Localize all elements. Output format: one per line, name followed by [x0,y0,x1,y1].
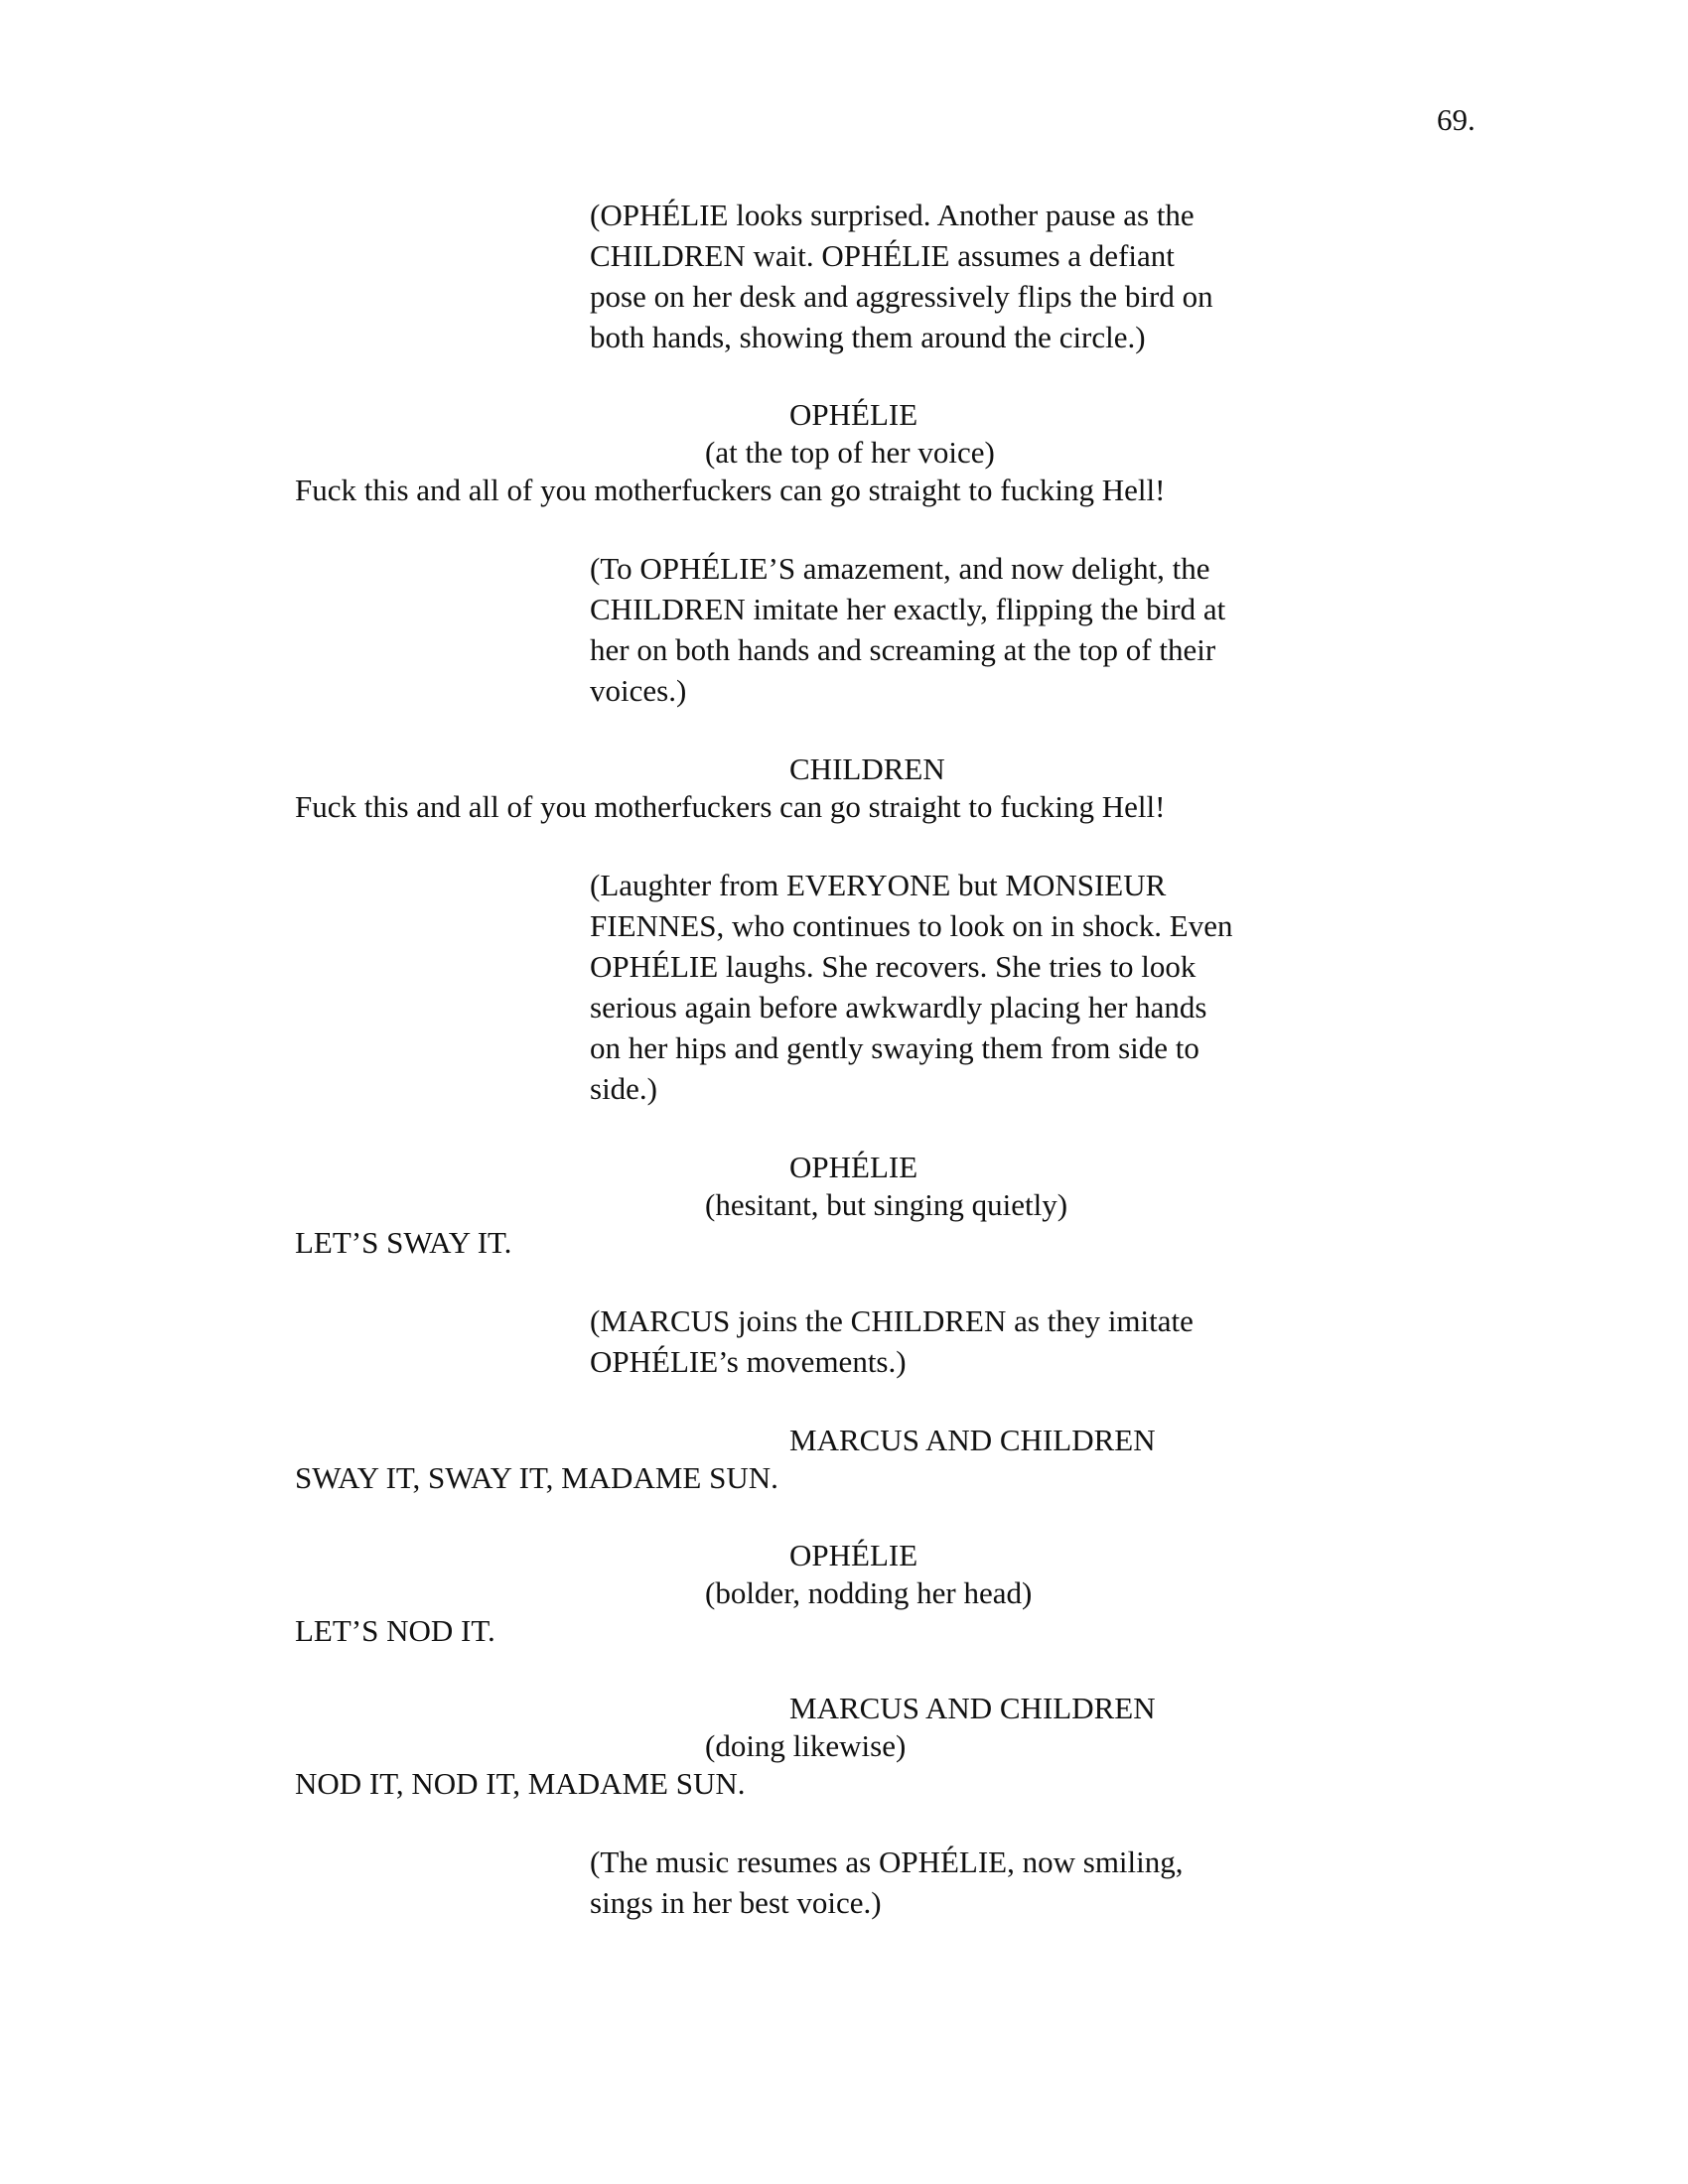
stage-direction-line: (MARCUS joins the CHILDREN as they imitate [590,1303,1194,1338]
parenthetical: (hesitant, but singing quietly) [705,1187,1068,1222]
stage-direction [590,865,1305,1109]
stage-direction-line: OPHÉLIE’s movements.) [590,1344,907,1379]
character-name: OPHÉLIE [789,1538,918,1572]
character-name: OPHÉLIE [789,397,918,432]
stage-direction-line: CHILDREN imitate her exactly, flipping the bird at [590,592,1226,626]
dialogue: Fuck this and all of you motherfuckers can go straight to fucking Hell! [295,473,1166,507]
parenthetical: (at the top of her voice) [705,435,995,470]
stage-direction [590,1300,1305,1382]
stage-direction-line: pose on her desk and aggressively flips the bird on [590,279,1213,314]
stage-direction-line: (Laughter from EVERYONE but MONSIEUR [590,868,1167,902]
character-name: OPHÉLIE [789,1150,918,1184]
stage-direction-line: CHILDREN wait. OPHÉLIE assumes a defiant [590,238,1175,273]
dialogue: LET’S SWAY IT. [295,1225,512,1260]
character-name: MARCUS AND CHILDREN [789,1691,1156,1725]
stage-direction-line: (OPHÉLIE looks surprised. Another pause as the [590,198,1195,232]
stage-direction [590,195,1305,357]
stage-direction-line: both hands, showing them around the circle.) [590,320,1146,354]
stage-direction [590,548,1305,711]
stage-direction-line: serious again before awkwardly placing her hands [590,990,1207,1024]
stage-direction-line: side.) [590,1071,658,1106]
stage-direction-line: (The music resumes as OPHÉLIE, now smiling, [590,1844,1184,1879]
parenthetical: (bolder, nodding her head) [705,1575,1033,1610]
stage-direction-line: voices.) [590,673,687,708]
dialogue: SWAY IT, SWAY IT, MADAME SUN. [295,1460,778,1495]
stage-direction-line: her on both hands and screaming at the top of their [590,632,1216,667]
dialogue: NOD IT, NOD IT, MADAME SUN. [295,1766,746,1801]
dialogue: LET’S NOD IT. [295,1613,495,1648]
stage-direction-line: OPHÉLIE laughs. She recovers. She tries to look [590,949,1196,984]
stage-direction [590,1842,1305,1923]
parenthetical: (doing likewise) [705,1728,907,1763]
character-name: MARCUS AND CHILDREN [789,1423,1156,1457]
stage-direction-line: FIENNES, who continues to look on in shock. Even [590,908,1233,943]
stage-direction-line: on her hips and gently swaying them from side to [590,1030,1199,1065]
dialogue: Fuck this and all of you motherfuckers can go straight to fucking Hell! [295,789,1166,824]
character-name: CHILDREN [789,751,945,786]
page-number: 69. [1437,102,1476,137]
stage-direction-line: (To OPHÉLIE’S amazement, and now delight, the [590,551,1210,586]
stage-direction-line: sings in her best voice.) [590,1885,882,1920]
